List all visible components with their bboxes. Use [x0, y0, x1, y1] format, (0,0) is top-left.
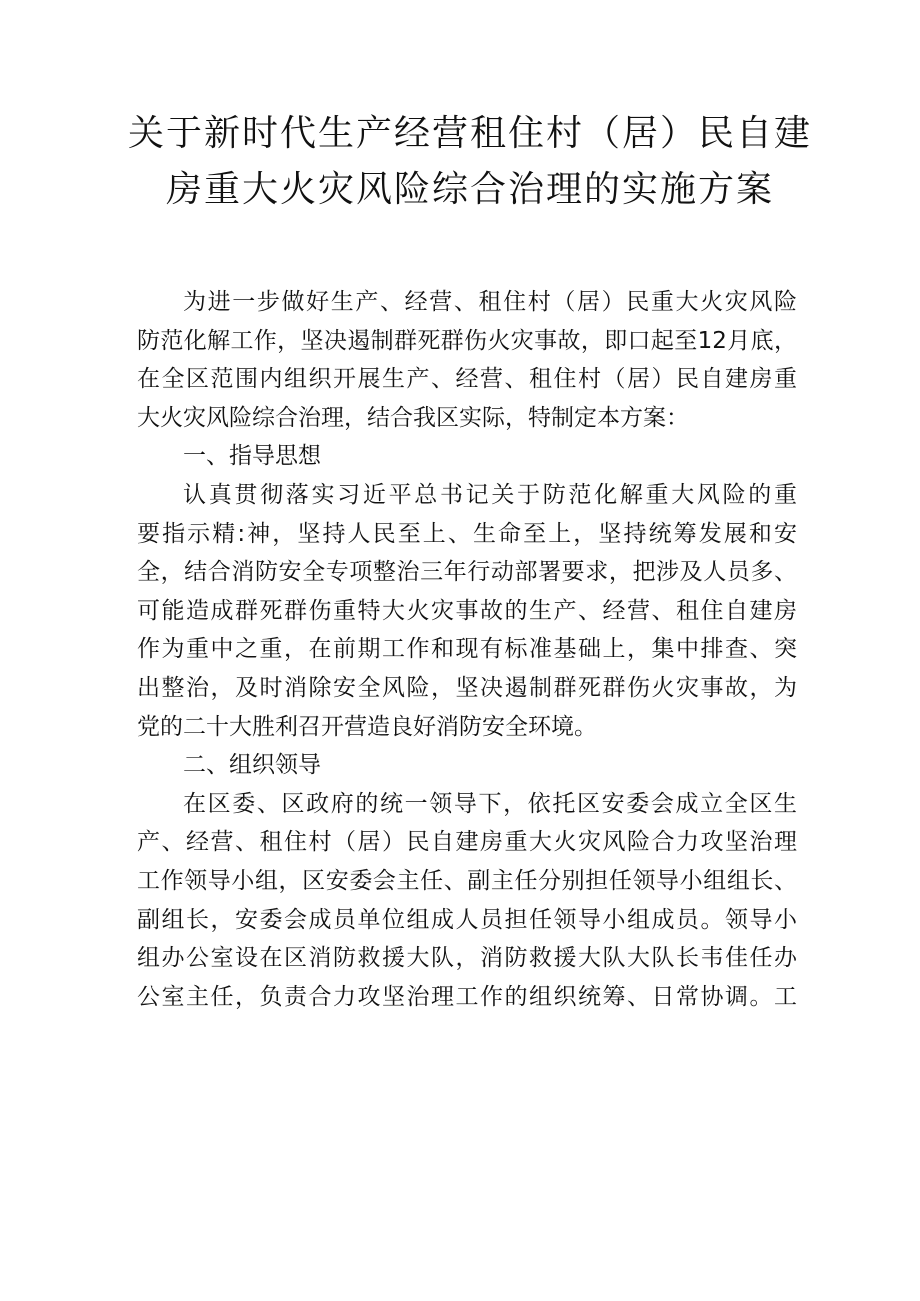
paragraph-line: 在全区范围内组织开展生产、经营、租住村（居）民自建房重 — [137, 366, 797, 393]
paragraph-line: 在区委、区政府的统一领导下，依托区安委会成立全区生 — [183, 790, 797, 817]
paragraph-line: 全，结合消防安全专项整治三年行动部署要求，把涉及人员多、 — [137, 559, 797, 586]
paragraph-line: 产、经营、租住村（居）民自建房重大火灾风险合力攻坚治理 — [137, 829, 797, 856]
title-line: 房重大火灾风险综合治理的实施方案 — [165, 169, 774, 210]
paragraph-line: 工作领导小组，区安委会主任、副主任分别担任领导小组组长、 — [137, 867, 797, 894]
paragraph-line: 要指示精:神，坚持人民至上、生命至上，坚持统筹发展和安 — [137, 520, 797, 547]
paragraph-line: 为进一步做好生产、经营、租住村（居）民重大火灾风险 — [183, 289, 797, 315]
paragraph-line: 作为重中之重，在前期工作和现有标准基础上，集中排查、突 — [137, 636, 797, 663]
paragraph-line: 公室主任，负责合力攻坚治理工作的组织统筹、日常协调。工 — [137, 983, 797, 1010]
section-heading: 一、指导思想 — [183, 443, 321, 470]
paragraph-line: 大火灾风险综合治理，结合我区实际，特制定本方案： — [137, 404, 689, 431]
paragraph-line: 可能造成群死群伤重特大火灾事故的生产、经营、租住自建房 — [137, 597, 797, 624]
paragraph-line: 认真贯彻落实习近平总书记关于防范化解重大风险的重 — [183, 481, 797, 508]
document-title — [100, 106, 840, 218]
paragraph-line: 副组长，安委会成员单位组成人员担任领导小组成员。领导小 — [137, 906, 797, 933]
paragraph-line: 出整治，及时消除安全风险，坚决遏制群死群伤火灾事故，为 — [137, 674, 797, 701]
section-heading: 二、组织领导 — [183, 752, 321, 779]
paragraph-line: 党的二十大胜利召开营造良好消防安全环境。 — [137, 713, 597, 740]
paragraph-line: 防范化解工作，坚决遏制群死群伤火灾事故，即口起至12月底， — [137, 327, 797, 354]
paragraph-line: 组办公室设在区消防救援大队，消防救援大队大队长韦佳任办 — [137, 945, 797, 972]
title-line: 关于新时代生产经营租住村（居）民自建 — [127, 113, 812, 154]
document-body — [137, 283, 797, 1016]
